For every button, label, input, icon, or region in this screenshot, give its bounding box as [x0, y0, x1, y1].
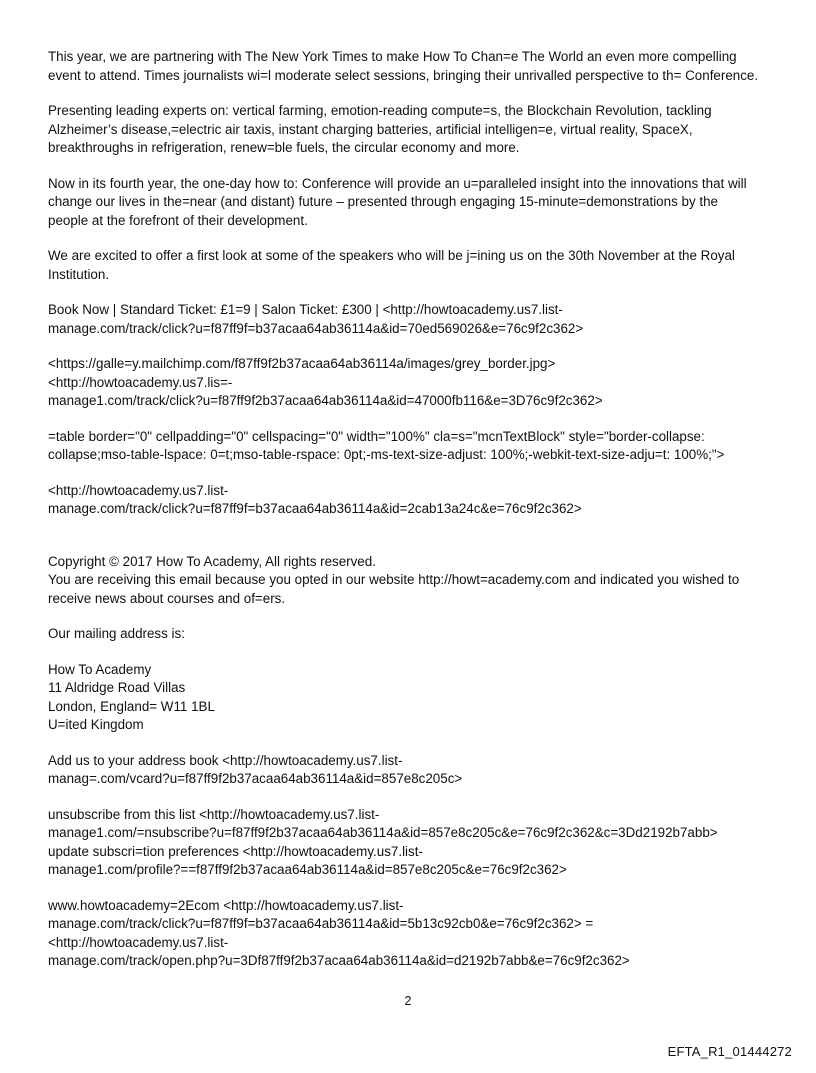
paragraph-address-book: Add us to your address book <http://howtoacademy.us7.list- manag=.com/vcard?u=f87ff9f2b37acaa64ab36114a&id=857e8c205c> — [48, 752, 463, 786]
paragraph-unsubscribe: unsubscribe from this list <http://howtoacademy.us7.list- manage1.com/=nsubscribe?u=f87ff9f2b37acaa64ab36114a&id=857e8c205c&e=76c9f2c362&c=3Dd2192b7abb> update subscri=tion preferences <http://howtoacademy.us7.list- manage1.com/profile?==f87ff9f2b37acaa64ab36114a&id=857e8c205c&e=76c9f2c362> — [48, 806, 718, 877]
paragraph-table-markup: =table border="0" cellpadding="0" cellspacing="0" width="100%" cla=s="mcnTextBlock" style="border-collapse: collapse;mso-table-lspace: 0=t;mso-table-rspace: 0pt;-ms-text-size-adjust: 100%;-webkit-text-size-adju=t: 100%;"> — [48, 428, 725, 462]
paragraph-website-links: www.howtoacademy=2Ecom <http://howtoacademy.us7.list- manage.com/track/click?u=f87ff9f=b37acaa64ab36114a&id=5b13c92cb0&e=76c9f2c362> = <http://howtoacademy.us7.list- manage.com/track/open.php?u=3Df87ff9f2b37acaa64ab36114a&id=d2192b7abb&e=76c9f2c362> — [48, 897, 630, 968]
paragraph-experts: Presenting leading experts on: vertical farming, emotion-reading compute=s, the Blockchain Revolution, tackling Alzheimer’s disease,=electric air taxis, instant charging batteries, artificial intelligen=e, virtual reality, SpaceX, breakthroughs in refrigeration, renew=ble fuels, the circular economy and more. — [48, 103, 712, 155]
page-number: 2 — [404, 994, 412, 1008]
paragraph-speakers: We are excited to offer a first look at some of the speakers who will be j=ining us on the 30th November at the Royal Institution. — [48, 248, 735, 282]
paragraph-image-links: <https://galle=y.mailchimp.com/f87ff9f2b37acaa64ab36114a/images/grey_border.jpg> <http://howtoacademy.us7.lis=- manage1.com/track/click?u=f87ff9f2b37acaa64ab36114a&id=47000fb116&e=3D76c9f2c362> — [48, 356, 603, 408]
paragraph-track-link: <http://howtoacademy.us7.list- manage.com/track/click?u=f87ff9f=b37acaa64ab36114a&id=2cab13a24c&e=76c9f2c362> — [48, 482, 582, 516]
paragraph-nyt-partnership: This year, we are partnering with The New York Times to make How To Chan=e The World an even more compelling event to attend. Times journalists wi=l moderate select sessions, bringing their unrivalled perspective to th= Conference. — [48, 49, 759, 83]
paragraph-conference-intro: Now in its fourth year, the one-day how to: Conference will provide an u=paralleled insight into the innovations that will change our lives in the=near (and distant) future – presented through engaging 15-minute=demonstrations by the people at the forefront of their development. — [48, 175, 747, 228]
paragraph-tickets: Book Now | Standard Ticket: £1=9 | Salon Ticket: £300 | <http://howtoacademy.us7.list- manage.com/track/click?u=f87ff9f=b37acaa64ab36114a&id=70ed569026&e=76c9f2c362> — [48, 302, 584, 336]
paragraph-copyright: Copyright © 2017 How To Academy, All rights reserved. You are receiving this email because you opted in our website http://howt=academy.com and indicated you wished to receive news about courses and of=ers. — [48, 553, 740, 606]
paragraph-mailing-address: How To Academy 11 Aldridge Road Villas London, England= W11 1BL U=ited Kingdom — [48, 661, 215, 732]
paragraph-mailing-label: Our mailing address is: — [48, 626, 185, 641]
document-id-stamp: EFTA_R1_01444272 — [667, 1044, 792, 1059]
document-body — [48, 48, 778, 988]
